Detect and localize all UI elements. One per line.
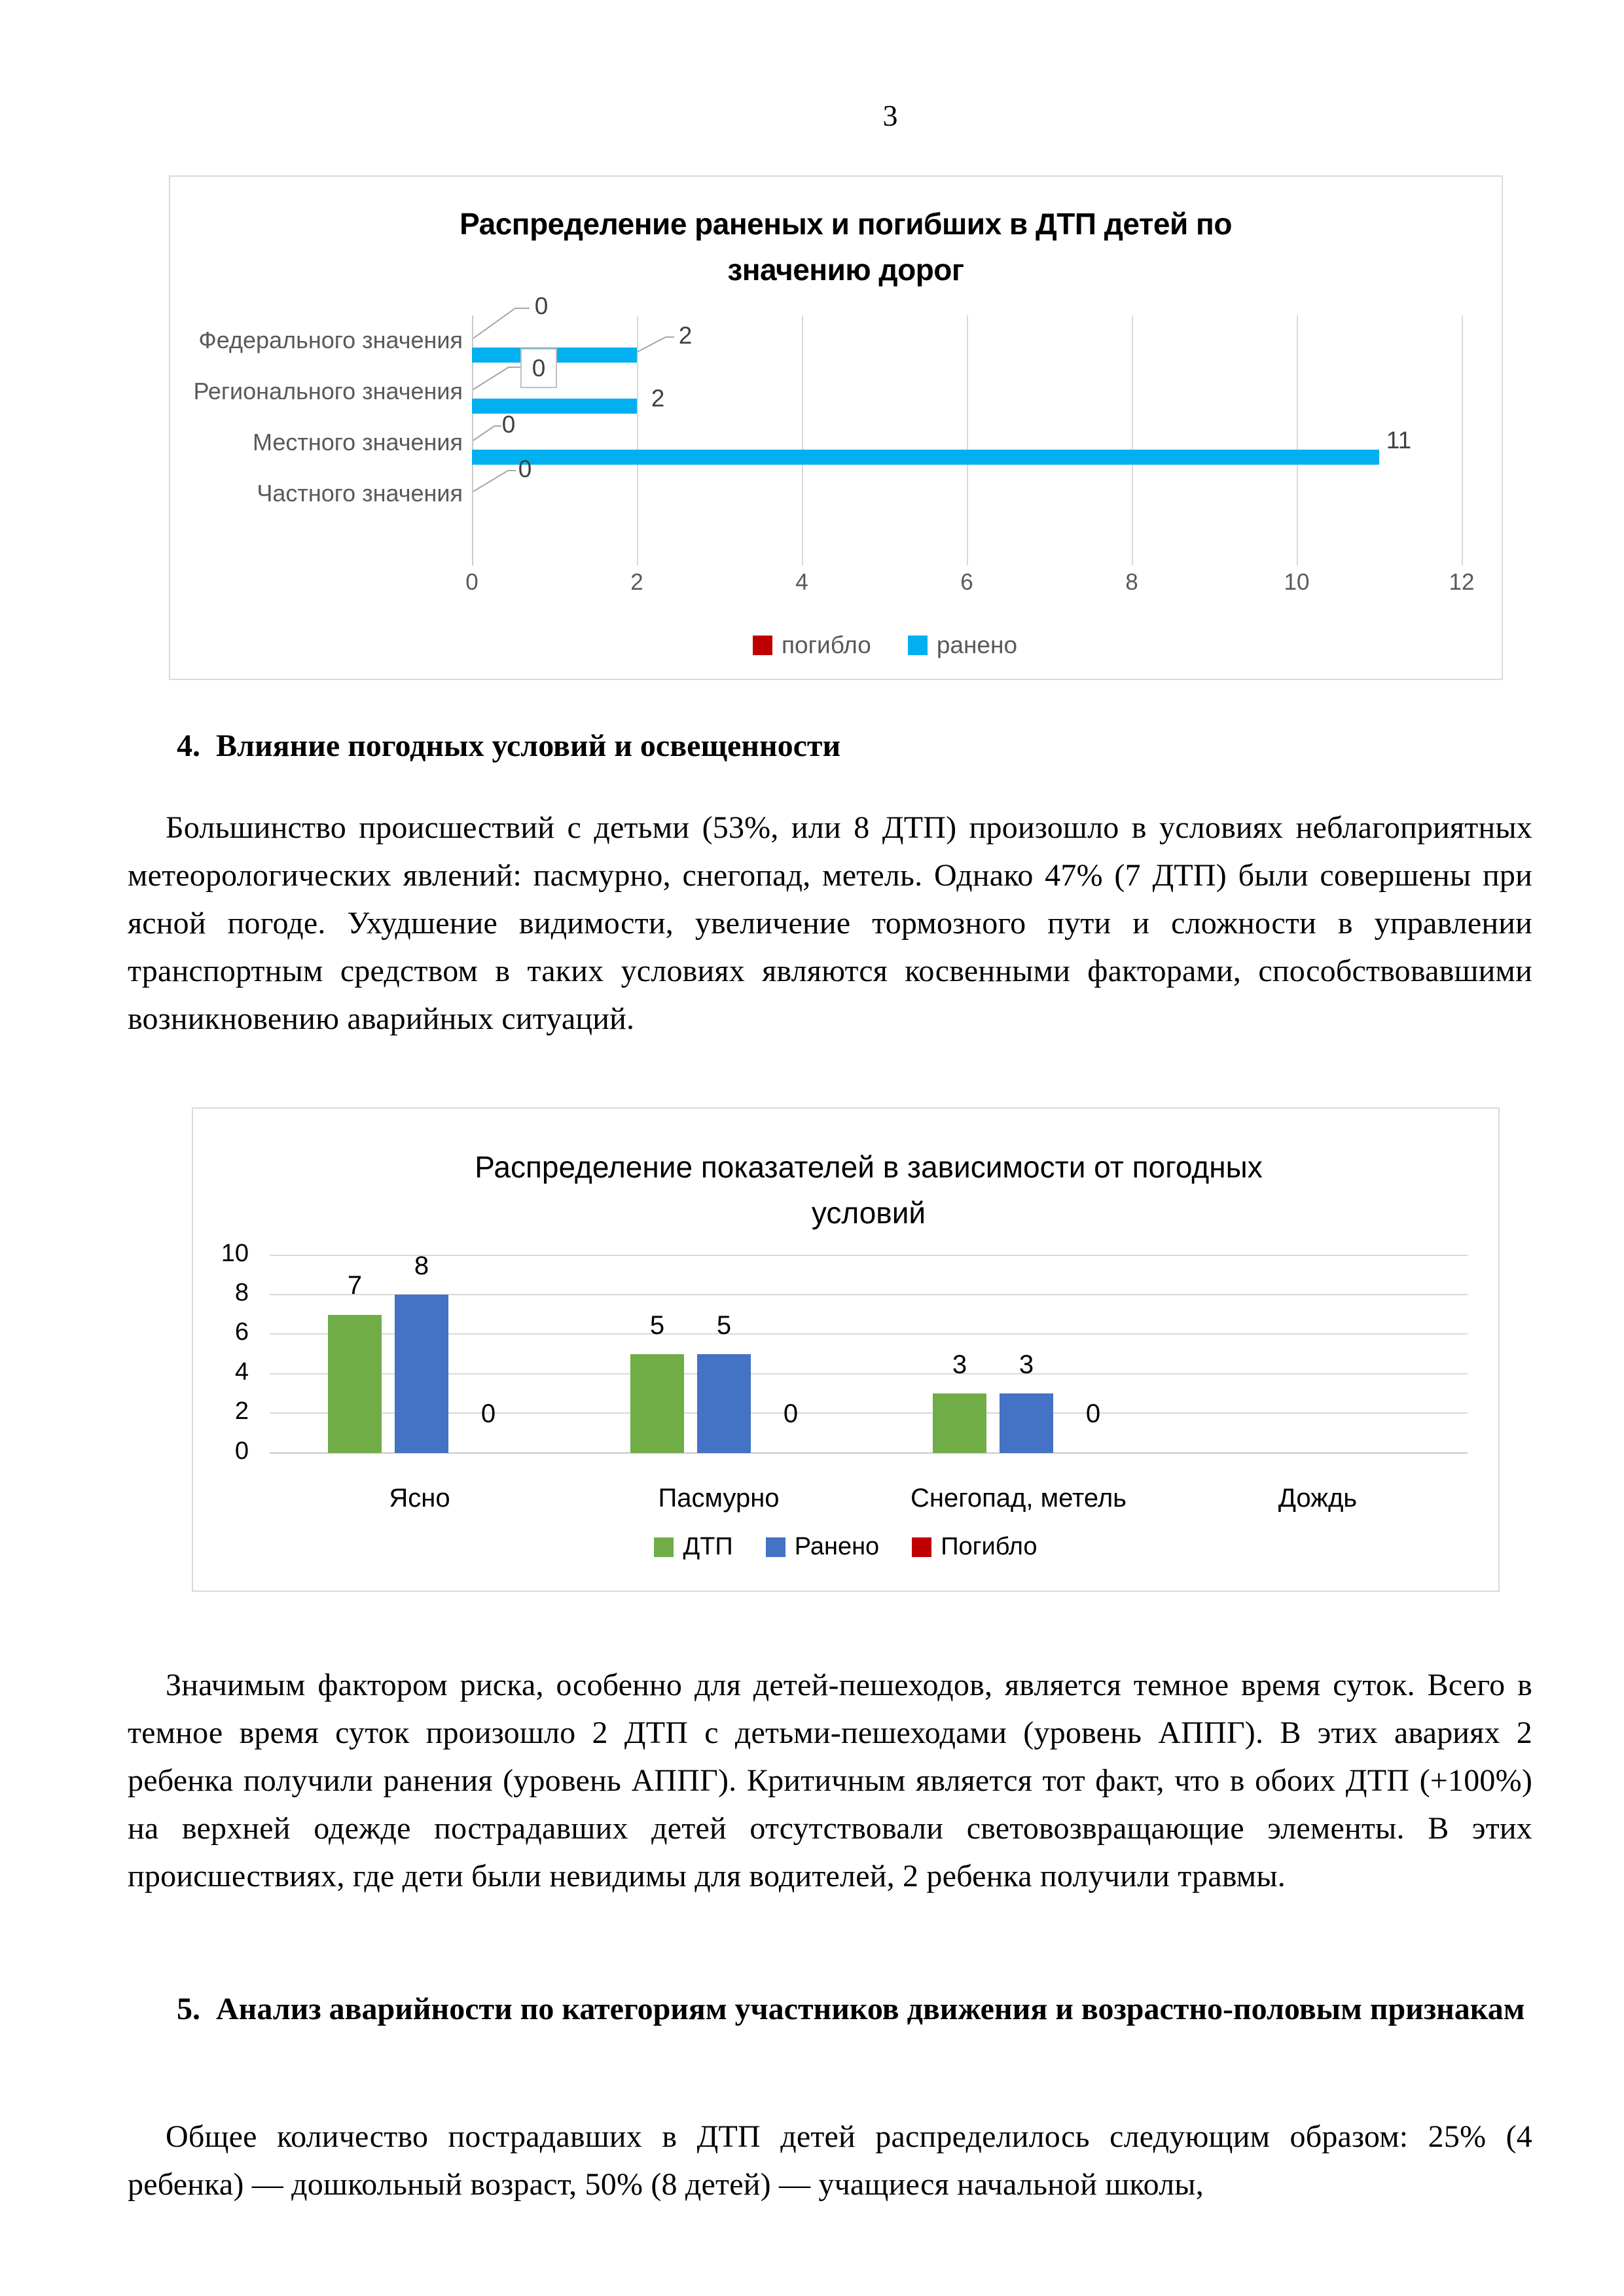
- legend-swatch-raneno: [766, 1537, 785, 1557]
- legend-swatch-raneno: [908, 636, 928, 655]
- y-tick: 6: [234, 1318, 249, 1346]
- category-label: Местного значения: [252, 429, 463, 456]
- data-label-raneno-federal: 2: [678, 322, 693, 349]
- data-label-pasmurno-raneno: 5: [716, 1311, 732, 1340]
- y-tick: 2: [234, 1397, 249, 1425]
- chart-roads-legend: [268, 632, 1502, 659]
- gridline: [270, 1373, 1468, 1374]
- x-tick: 0: [465, 569, 478, 595]
- y-tick: 8: [234, 1279, 249, 1306]
- x-tick: 10: [1284, 569, 1310, 595]
- bar-pasmurno-raneno: [697, 1354, 751, 1453]
- data-label-pogiblo-local: 0: [501, 411, 516, 438]
- gridline: [270, 1452, 1468, 1454]
- x-tick: 8: [1125, 569, 1138, 595]
- paragraph-weather: Большинство происшествий с детьми (53%, или 8 ДТП) произошло в условиях неблагоприятных метеорологических явлений: пасмурно, снегопад, метель. Однако 47% (7 ДТП) были совершены при ясной погоде. Ухудшение видимости, увеличение тормозного пути и сложности в управлении транспортным средством в таких условиях являются косвенными факторами, способствовавшими возникновению аварийных ситуаций.: [128, 810, 1532, 1036]
- legend-label: ранено: [936, 632, 1018, 658]
- page-number: 3: [882, 99, 898, 132]
- legend-item-pogiblo: [912, 1533, 1037, 1561]
- category-label: Регионального значения: [193, 378, 463, 404]
- legend-item-raneno: [908, 632, 1017, 659]
- legend-item-raneno: [766, 1533, 879, 1561]
- paragraph-age-distribution: Общее количество пострадавших в ДТП детей распределилось следующим образом: 25% (4 ребенка) — дошкольный возраст, 50% (8 детей) — учащиеся начальной школы,: [128, 2119, 1532, 2202]
- data-label-snegopad-pogiblo: 0: [1085, 1399, 1101, 1428]
- category-label: Федерального значения: [198, 327, 463, 353]
- chart-roads-title-line2: значению дорог: [727, 253, 964, 287]
- legend-label: Ранено: [794, 1533, 880, 1560]
- gridline: [270, 1255, 1468, 1256]
- section-heading-5: [177, 1978, 1532, 2040]
- data-label-raneno-regional: 2: [651, 385, 665, 412]
- category-label: Ясно: [389, 1484, 450, 1513]
- bar-pasmurno-dtp: [630, 1354, 684, 1453]
- section-heading-4: [177, 728, 1532, 764]
- data-label-pasmurno-dtp: 5: [649, 1311, 665, 1340]
- legend-swatch-dtp: [654, 1537, 674, 1557]
- y-tick: 4: [234, 1358, 249, 1386]
- legend-item-pogiblo: [753, 632, 871, 659]
- category-label: Дождь: [1278, 1484, 1358, 1513]
- heading-text: Влияние погодных условий и освещенности: [216, 728, 841, 763]
- x-tick: 4: [795, 569, 808, 595]
- data-label-pasmurno-pogiblo: 0: [783, 1399, 799, 1428]
- data-label-pogiblo-private: 0: [518, 456, 532, 482]
- chart-weather-legend: [193, 1533, 1498, 1561]
- chart-roads-title-line1: Распределение раненых и погибших в ДТП детей по: [460, 207, 1232, 241]
- gridline: [270, 1333, 1468, 1335]
- data-label-pogiblo-regional-box: [520, 348, 557, 388]
- data-label-yasno-pogiblo: 0: [480, 1399, 496, 1428]
- x-tick: 12: [1449, 569, 1475, 595]
- heading-text: Анализ аварийности по категориям участников движения и возрастно-половым признакам: [216, 1992, 1525, 2026]
- legend-label: Погибло: [941, 1533, 1038, 1560]
- legend-label: погибло: [781, 632, 871, 658]
- bar-yasno-raneno: [395, 1295, 448, 1453]
- data-label-pogiblo-federal: 0: [534, 293, 549, 319]
- category-label: Пасмурно: [658, 1484, 780, 1513]
- legend-label: ДТП: [683, 1533, 733, 1560]
- data-label-yasno-raneno: 8: [414, 1251, 429, 1280]
- heading-number: 5.: [177, 1992, 200, 2026]
- y-tick: 0: [234, 1437, 249, 1465]
- gridline: [270, 1294, 1468, 1295]
- data-label-snegopad-raneno: 3: [1019, 1350, 1034, 1379]
- bar-snegopad-raneno: [1000, 1393, 1053, 1453]
- legend-item-dtp: [654, 1533, 732, 1561]
- category-label: Снегопад, метель: [910, 1484, 1127, 1513]
- chart-roads: [169, 175, 1503, 680]
- x-tick: 2: [630, 569, 643, 595]
- data-label-pogiblo-regional: 0: [532, 354, 546, 382]
- paragraph-dark-time: Значимым фактором риска, особенно для детей-пешеходов, является темное время суток. Всего в темное время суток произошло 2 ДТП с детьми-пешеходами (уровень АППГ). В этих авариях 2 ребенка получили ранения (уровень АППГ). Критичным является тот факт, что в обоих ДТП (+100%) на верхней одежде пострадавших детей отсутствовали световозвращающие элементы. В этих происшествиях, где дети были невидимы для водителей, 2 ребенка получили травмы.: [128, 1668, 1532, 1893]
- gridline: [270, 1412, 1468, 1414]
- y-tick: 10: [221, 1240, 249, 1267]
- data-label-yasno-dtp: 7: [347, 1271, 363, 1300]
- chart-weather-title-line2: условий: [811, 1196, 926, 1230]
- category-label: Частного значения: [257, 480, 463, 507]
- leader-lines: [170, 177, 1502, 679]
- legend-swatch-pogiblo: [753, 636, 772, 655]
- data-label-raneno-local: 11: [1386, 427, 1412, 454]
- data-label-snegopad-dtp: 3: [952, 1350, 967, 1379]
- bar-snegopad-dtp: [933, 1393, 986, 1453]
- heading-number: 4.: [177, 728, 200, 763]
- bar-yasno-dtp: [328, 1315, 382, 1453]
- legend-swatch-pogiblo: [912, 1537, 931, 1557]
- x-tick: 6: [960, 569, 973, 595]
- chart-weather-title-line1: Распределение показателей в зависимости от погодных: [475, 1150, 1263, 1184]
- chart-weather: [192, 1107, 1500, 1592]
